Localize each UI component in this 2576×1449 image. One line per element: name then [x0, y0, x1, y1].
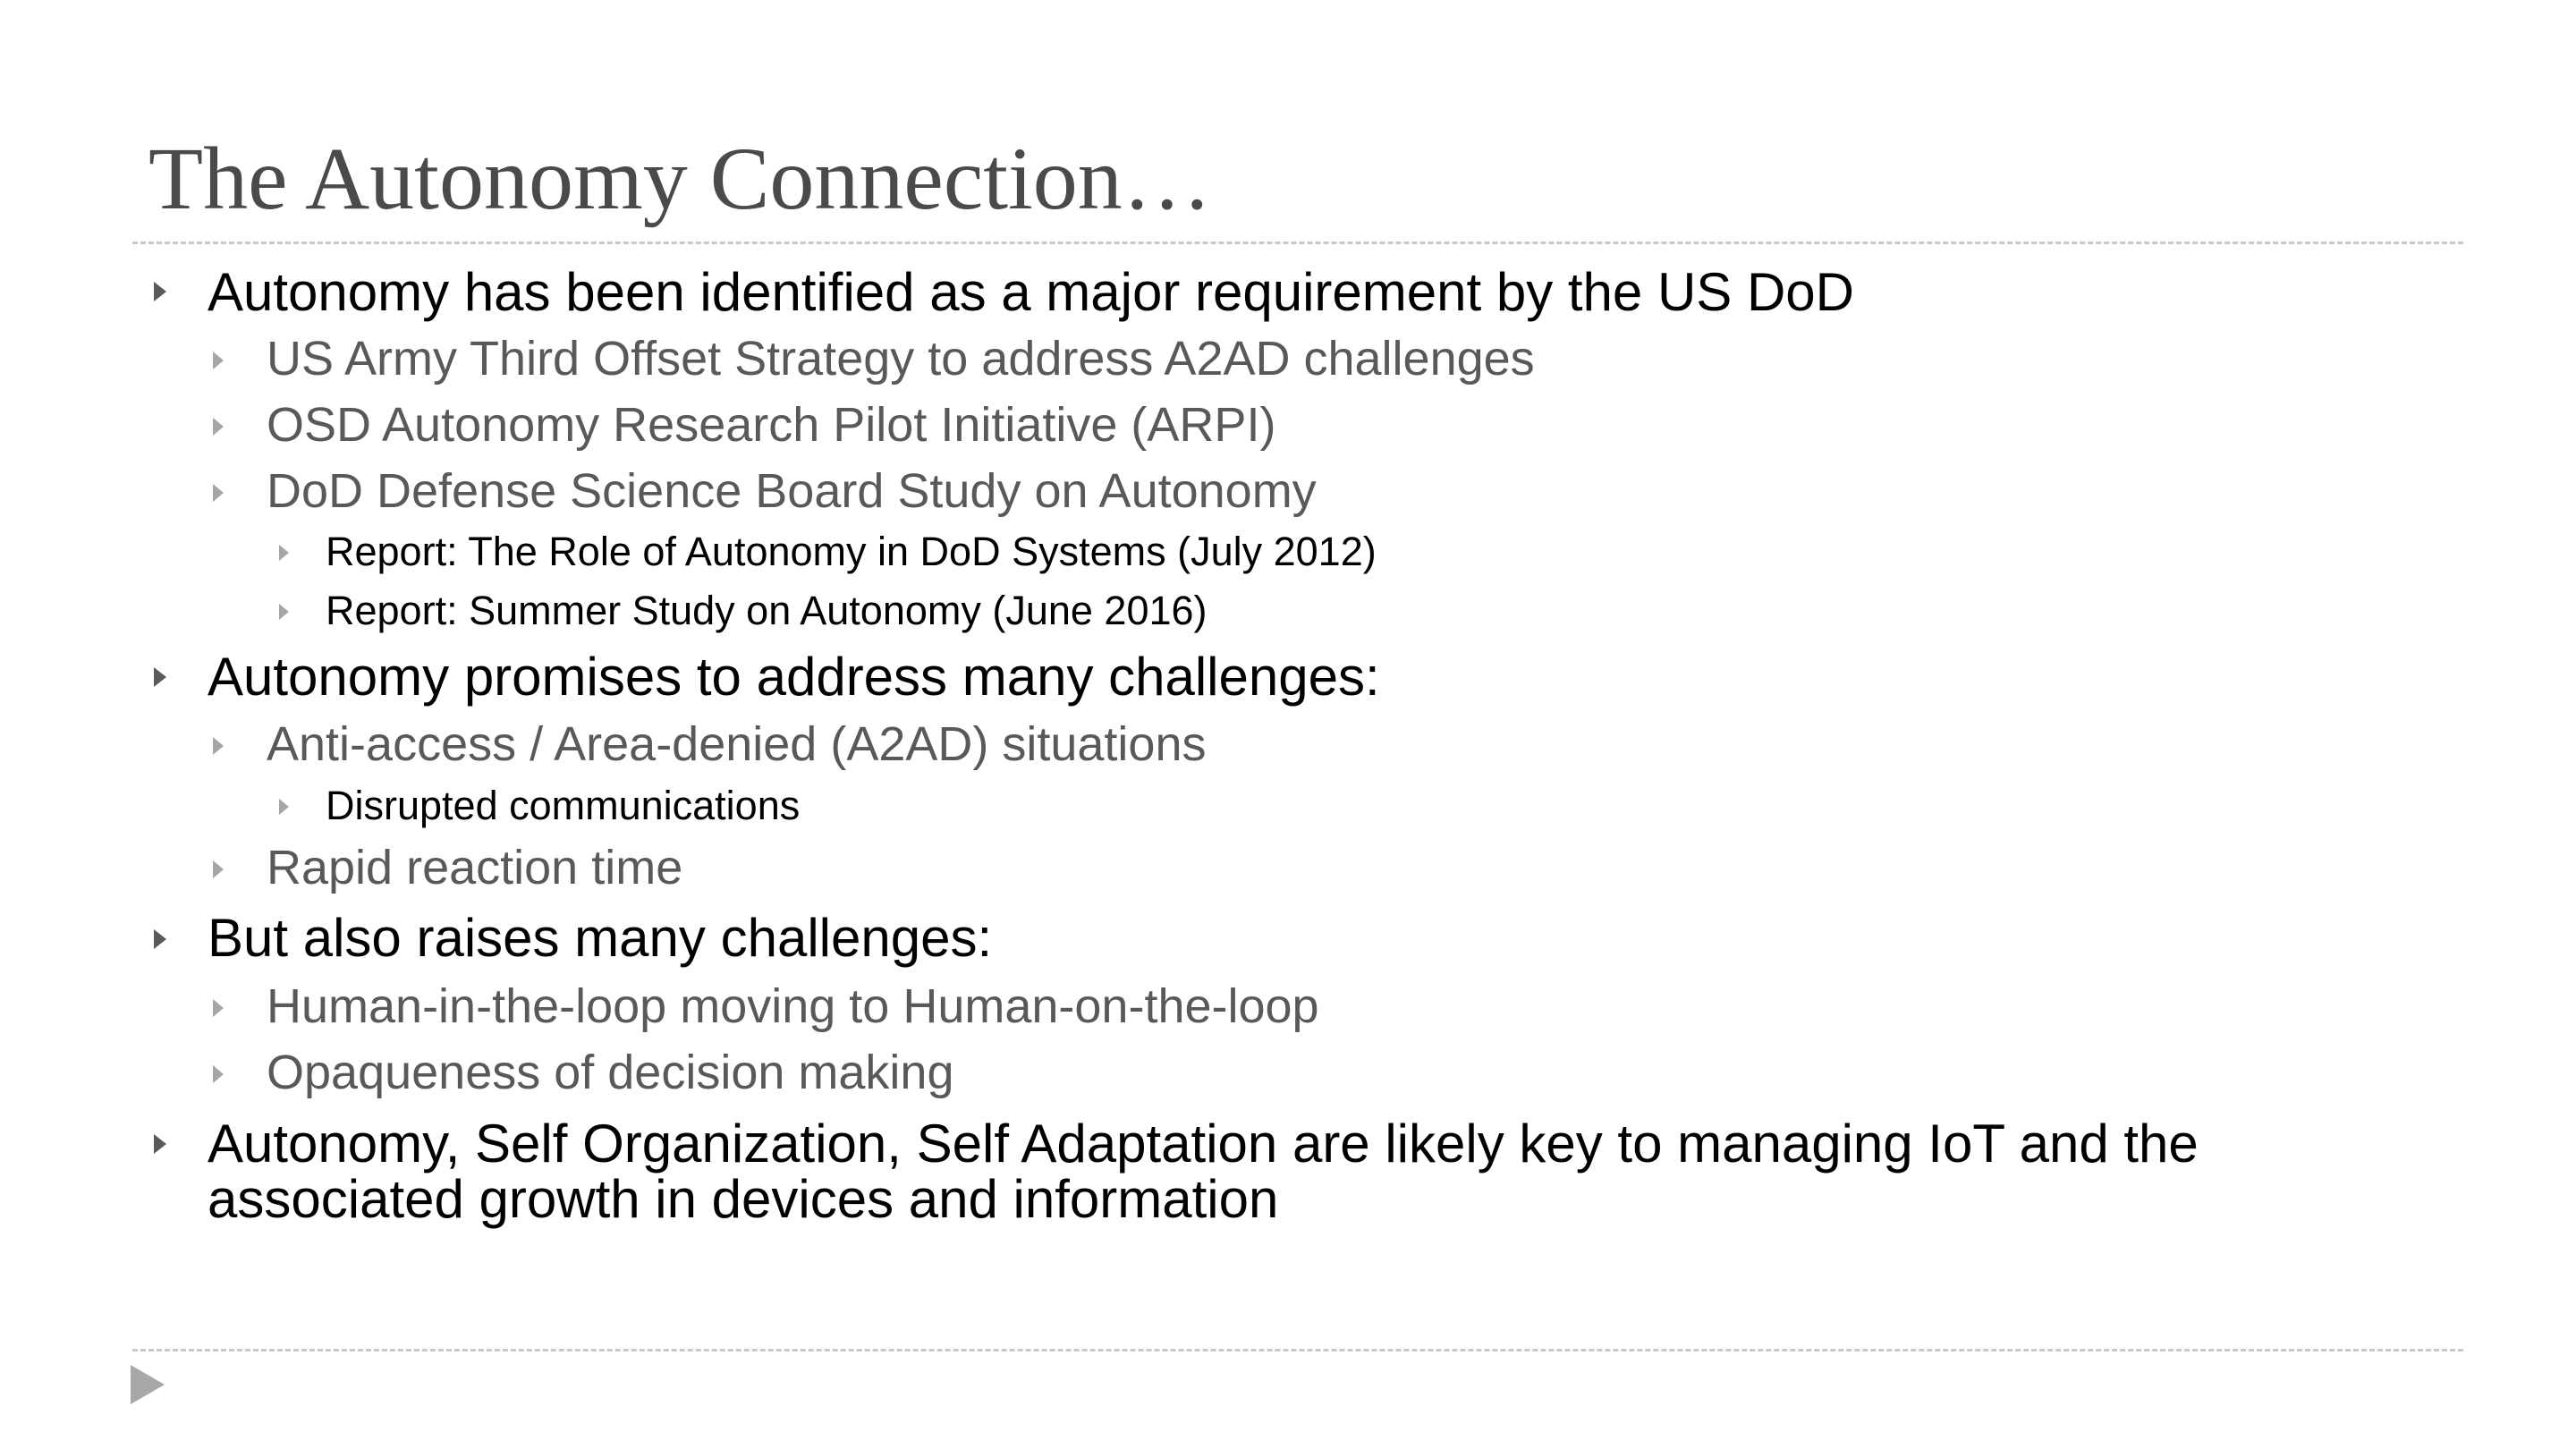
bullet-arrow-icon: [279, 545, 289, 561]
bullet-arrow-icon: [279, 799, 289, 815]
bullet-arrow-icon: [213, 352, 224, 369]
bullet-text: Autonomy has been identified as a major requirement by the US DoD: [208, 262, 1854, 322]
bullet-text: Autonomy, Self Organization, Self Adaptation are likely key to managing IoT and the: [208, 1114, 2199, 1174]
bullet-text: Opaqueness of decision making: [267, 1046, 954, 1099]
bullet-text: US Army Third Offset Strategy to address A2AD challenges: [267, 332, 1535, 386]
bullet-arrow-icon: [279, 604, 289, 620]
bullet-text: DoD Defense Science Board Study on Autonomy: [267, 464, 1317, 518]
bullet-text: Disrupted communications: [326, 783, 801, 828]
bullet-arrow-icon: [213, 418, 224, 436]
bullet-arrow-icon: [154, 929, 166, 949]
bullet-text: Report: Summer Study on Autonomy (June 2016): [326, 588, 1208, 633]
bullet-text: Rapid reaction time: [267, 841, 683, 894]
bullet-arrow-icon: [154, 1134, 166, 1154]
bullet-arrow-icon: [154, 667, 166, 687]
bullet-arrow-icon: [213, 737, 224, 755]
bullet-text: But also raises many challenges:: [208, 908, 993, 968]
bullet-arrow-icon: [213, 999, 224, 1017]
bullet-text: Anti-access / Area-denied (A2AD) situations: [267, 717, 1207, 771]
bullet-arrow-icon: [213, 860, 224, 878]
play-triangle-icon: [131, 1365, 165, 1404]
bullet-text: Autonomy promises to address many challenges:: [208, 647, 1380, 707]
bullet-text: OSD Autonomy Research Pilot Initiative (ARPI): [267, 398, 1276, 452]
footer-divider: [132, 1349, 2463, 1352]
bullet-arrow-icon: [213, 484, 224, 502]
slide-title: The Autonomy Connection…: [148, 129, 1212, 228]
bullet-arrow-icon: [154, 282, 166, 301]
bullet-text: Report: The Role of Autonomy in DoD Systems (July 2012): [326, 529, 1377, 574]
bullet-text: associated growth in devices and information: [208, 1169, 1279, 1229]
bullet-text: Human-in-the-loop moving to Human-on-the-loop: [267, 979, 1319, 1033]
bullet-arrow-icon: [213, 1065, 224, 1083]
